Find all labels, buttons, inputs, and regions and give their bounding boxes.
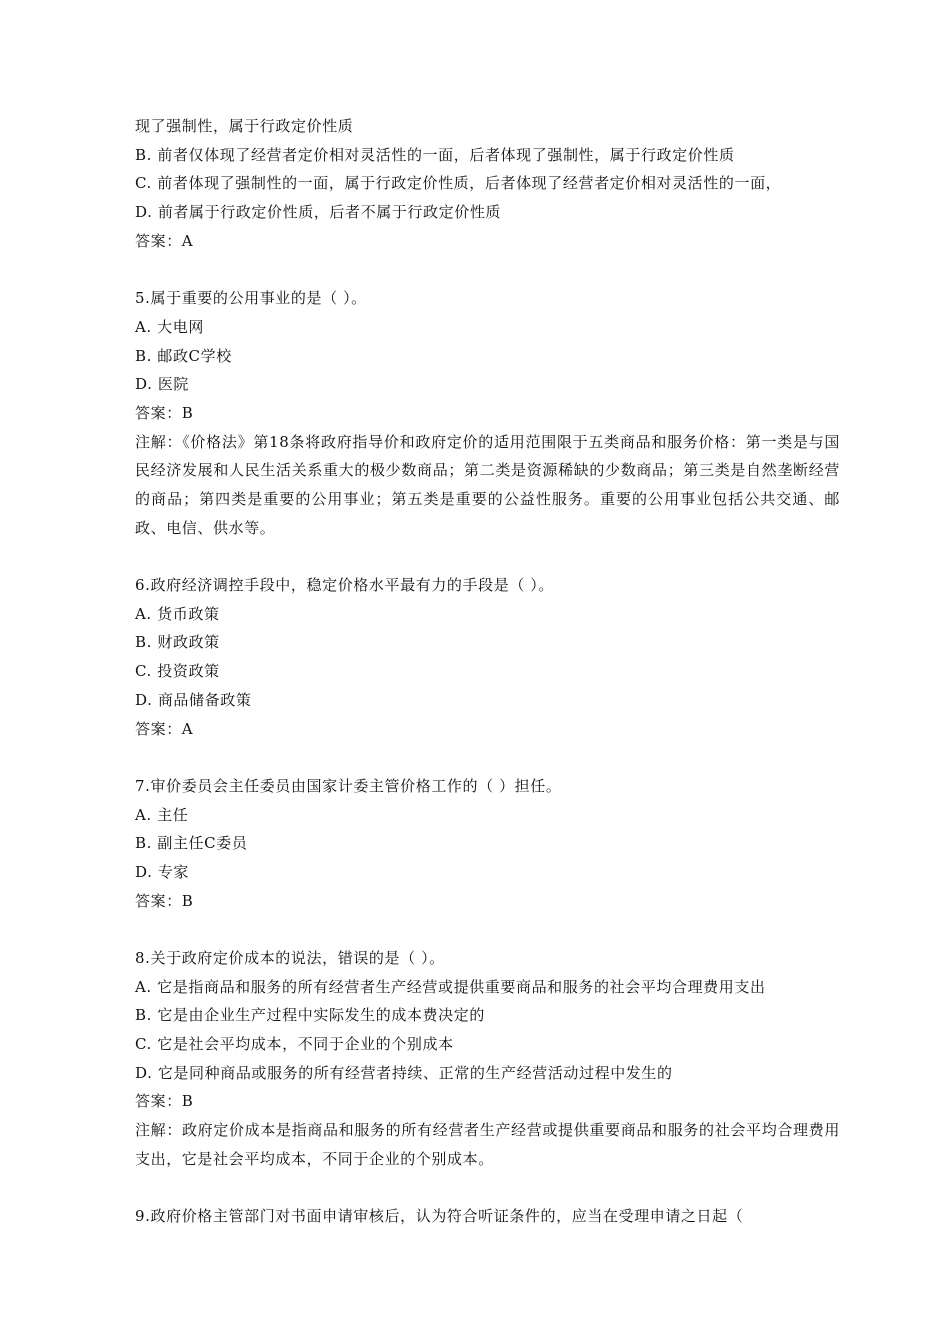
q8-option-c: C. 它是社会平均成本，不同于企业的个别成本 (135, 1035, 454, 1054)
q4-continuation: 现了强制性，属于行政定价性质 (135, 117, 354, 135)
q7-option-b: B. 副主任C委员 (135, 834, 248, 853)
spacer (135, 743, 840, 772)
q7-question: 7.审价委员会主任委员由国家计委主管价格工作的（ ）担任。 (135, 776, 562, 795)
q8-option-a: A. 它是指商品和服务的所有经营者生产经营或提供重要商品和服务的社会平均合理费用支出 (135, 977, 766, 996)
document-page (135, 112, 840, 1231)
q6-question: 6.政府经济调控手段中，稳定价格水平最有力的手段是（ ）。 (135, 576, 554, 595)
q4-option-d: D. 前者属于行政定价性质，后者不属于行政定价性质 (135, 203, 502, 222)
q4-option-b: B. 前者仅体现了经营者定价相对灵活性的一面，后者体现了强制性，属于行政定价性质 (135, 145, 735, 164)
spacer (135, 1174, 840, 1203)
spacer (135, 255, 840, 284)
q6-answer: 答案：A (135, 719, 194, 738)
q5-option-a: A. 大电网 (135, 317, 204, 336)
q5-option-b: B. 邮政C学校 (135, 346, 232, 365)
q8-option-d: D. 它是同种商品或服务的所有经营者持续、正常的生产经营活动过程中发生的 (135, 1063, 673, 1082)
q5-option-d: D. 医院 (135, 375, 190, 394)
q7-option-d: D. 专家 (135, 862, 190, 881)
q7-answer: 答案：B (135, 891, 194, 910)
q5-note: 注解：《价格法》第18条将政府指导价和政府定价的适用范围限于五类商品和服务价格：第一类是与国民经济发展和人民生活关系重大的极少数商品；第二类是资源稀缺的少数商品；第三类是自然垄断经营的商品；第四类是重要的公用事业；第五类是重要的公益性服务。重要的公用事业包括公共交通、邮政、电信、供水等。 (135, 432, 840, 537)
q4-option-c: C. 前者体现了强制性的一面，属于行政定价性质，后者体现了经营者定价相对灵活性的一面， (135, 174, 782, 193)
q4-answer: 答案：A (135, 231, 194, 250)
q9-question: 9.政府价格主管部门对书面申请审核后，认为符合听证条件的，应当在受理申请之日起（ (135, 1207, 744, 1226)
q6-option-d: D. 商品储备政策 (135, 690, 252, 709)
q6-option-b: B. 财政政策 (135, 633, 220, 652)
spacer (135, 542, 840, 571)
spacer (135, 915, 840, 944)
q6-option-a: A. 货币政策 (135, 604, 220, 623)
q6-option-c: C. 投资政策 (135, 662, 220, 681)
q7-option-a: A. 主任 (135, 805, 189, 824)
q8-answer: 答案：B (135, 1092, 194, 1111)
q8-note: 注解：政府定价成本是指商品和服务的所有经营者生产经营或提供重要商品和服务的社会平均合理费用支出，它是社会平均成本，不同于企业的个别成本。 (135, 1121, 840, 1168)
q5-question: 5.属于重要的公用事业的是（ ）。 (135, 289, 367, 308)
q5-answer: 答案：B (135, 403, 194, 422)
q8-question: 8.关于政府定价成本的说法，错误的是（ ）。 (135, 949, 445, 967)
q8-option-b: B. 它是由企业生产过程中实际发生的成本费决定的 (135, 1006, 485, 1025)
